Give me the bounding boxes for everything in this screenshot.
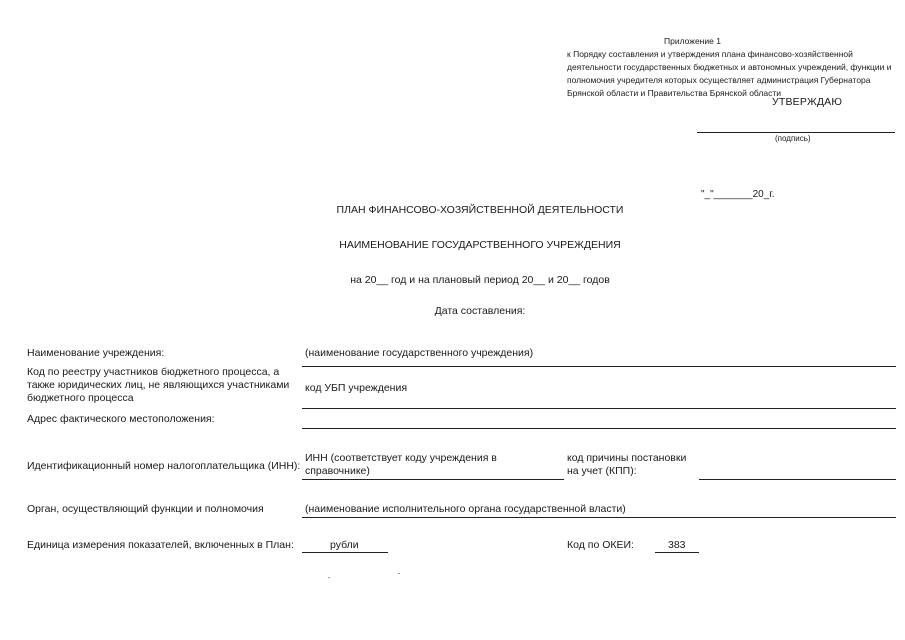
label-line: бюджетного процесса bbox=[27, 392, 134, 404]
appendix-line: к Порядку составления и утверждения плана финансово-хозяйственной bbox=[567, 49, 853, 59]
appendix-title: Приложение 1 bbox=[664, 36, 721, 46]
period-line: на 20__ год и на плановый период 20__ и 20__ годов bbox=[350, 274, 610, 286]
institution-name-label: Наименование учреждения: bbox=[27, 347, 165, 359]
appendix-note bbox=[567, 35, 891, 100]
unit-line bbox=[302, 552, 388, 553]
compiled-date-label: Дата составления: bbox=[434, 305, 526, 317]
appendix-line: деятельности государственных бюджетных и автономных учреждений, функции и bbox=[567, 62, 892, 72]
scan-speck bbox=[328, 577, 330, 578]
inn-value bbox=[305, 452, 497, 478]
unit-label: Единица измерения показателей, включенных в План: bbox=[27, 539, 294, 551]
appendix-line: Брянской области и Правительства Брянской области bbox=[567, 88, 781, 98]
document-title: ПЛАН ФИНАНСОВО-ХОЗЯЙСТВЕННОЙ ДЕЯТЕЛЬНОСТИ bbox=[336, 204, 624, 216]
institution-name-value: (наименование государственного учреждения) bbox=[305, 347, 534, 359]
okei-value: 383 bbox=[668, 539, 686, 551]
registry-code-label bbox=[27, 366, 289, 405]
founder-organ-label: Орган, осуществляющий функции и полномочия bbox=[27, 503, 264, 515]
address-label: Адрес фактического местоположения: bbox=[27, 413, 215, 425]
okei-label: Код по ОКЕИ: bbox=[567, 539, 634, 551]
appendix-line: полномочия учредителя которых осуществляет администрация Губернатора bbox=[567, 75, 871, 85]
registry-code-value: код УБП учреждения bbox=[305, 382, 408, 394]
kpp-label bbox=[567, 452, 686, 478]
founder-organ-line bbox=[302, 517, 896, 518]
inn-value-line: справочнике) bbox=[305, 465, 370, 477]
address-line bbox=[302, 428, 896, 429]
institution-heading: НАИМЕНОВАНИЕ ГОСУДАРСТВЕННОГО УЧРЕЖДЕНИЯ bbox=[339, 239, 621, 251]
label-line: Код по реестру участников бюджетного процесса, а bbox=[27, 366, 280, 378]
okei-line bbox=[655, 552, 699, 553]
institution-name-line bbox=[302, 366, 896, 367]
approve-stamp: УТВЕРЖДАЮ bbox=[772, 96, 843, 108]
founder-organ-value: (наименование исполнительного органа государственной власти) bbox=[305, 503, 626, 515]
approval-date: "_"_______20_г. bbox=[701, 189, 775, 200]
unit-value: рубли bbox=[330, 539, 359, 551]
inn-line bbox=[302, 479, 564, 480]
signature-caption: (подпись) bbox=[775, 134, 811, 143]
scan-speck bbox=[398, 573, 400, 574]
kpp-line bbox=[699, 479, 896, 480]
kpp-label-line: на учет (КПП): bbox=[567, 465, 637, 477]
kpp-label-line: код причины постановки bbox=[567, 452, 687, 464]
signature-line bbox=[697, 132, 895, 133]
inn-label: Идентификационный номер налогоплательщика (ИНН): bbox=[27, 460, 301, 472]
registry-code-line bbox=[302, 408, 896, 409]
inn-value-line: ИНН (соответствует коду учреждения в bbox=[305, 452, 497, 464]
label-line: также юридических лиц, не являющихся участниками bbox=[27, 379, 290, 391]
